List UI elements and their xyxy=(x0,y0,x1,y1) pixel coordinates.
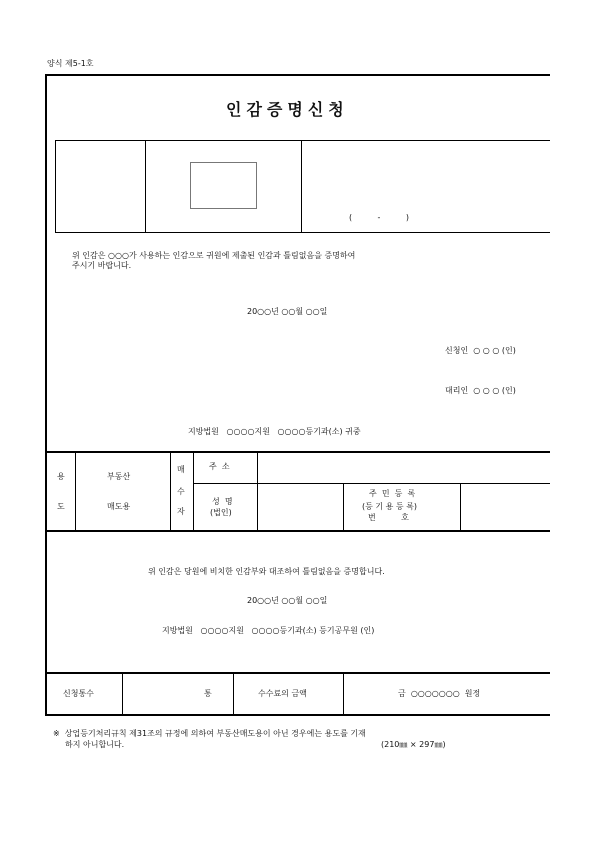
address-label: 주 소 xyxy=(209,462,230,471)
buyer-label-3: 자 xyxy=(177,507,185,516)
buyer-label-1: 매 xyxy=(177,465,185,474)
reg-label-3: 번 호 xyxy=(368,513,409,522)
seal-box-bottom xyxy=(55,232,550,233)
usage-label-1: 용 xyxy=(57,472,65,481)
seal-box-divider-1 xyxy=(145,140,146,232)
usage-col-4 xyxy=(257,452,258,530)
sale-use-label: 매도용 xyxy=(107,502,131,511)
reg-label-1: 주 민 등 록 xyxy=(369,489,416,498)
usage-col-3 xyxy=(193,452,194,530)
real-estate-label: 부동산 xyxy=(107,472,131,481)
name-corp-label: (법인) xyxy=(210,508,232,517)
reg-label-2: (등 기 용 등 록) xyxy=(362,502,418,511)
usage-col-5 xyxy=(343,484,344,530)
footnote-line-1: ※ 상업등기처리규칙 제31조의 규정에 의하여 부동산매도용이 아닌 경우에는 용도를 기재 xyxy=(53,729,366,738)
page-title: 인감증명신청 xyxy=(226,100,349,119)
form-frame xyxy=(45,74,550,716)
cert-text: 위 인감은 당원에 비치한 인감부와 대조하여 틀림없음을 증명합니다. xyxy=(148,567,385,576)
seal-box-left xyxy=(55,140,56,232)
cert-date: 20○○년 ○○월 ○○일 xyxy=(247,596,328,605)
usage-col-6 xyxy=(460,484,461,530)
form-number: 양식 제5-1호 xyxy=(47,59,94,68)
fee-row-top xyxy=(45,672,550,674)
usage-table-bottom xyxy=(45,530,550,532)
court-address-1: 지방법원 ○○○○지원 ○○○○등기과(소) 귀중 xyxy=(188,427,361,436)
court-address-2: 지방법원 ○○○○지원 ○○○○등기과(소) 등기공무원 (인) xyxy=(162,626,375,635)
name-label: 성 명 xyxy=(212,497,233,506)
agent-line: 대리인 ○ ○ ○ (인) xyxy=(445,386,516,395)
count-label: 신청통수 xyxy=(63,689,94,698)
usage-table-top xyxy=(45,451,550,453)
usage-table-mid xyxy=(193,483,550,484)
seal-period: ( - ) xyxy=(349,213,409,222)
usage-col-2 xyxy=(170,452,171,530)
request-text-line-2: 주시기 바랍니다. xyxy=(72,261,132,270)
seal-box-divider-2 xyxy=(301,140,302,232)
usage-col-1 xyxy=(75,452,76,530)
seal-image-frame xyxy=(190,162,257,209)
fee-label: 수수료의 금액 xyxy=(258,689,307,698)
count-unit: 통 xyxy=(204,689,212,698)
seal-box-top xyxy=(55,140,550,141)
fee-col-1 xyxy=(122,673,123,716)
request-date: 20○○년 ○○월 ○○일 xyxy=(247,307,328,316)
fee-col-2 xyxy=(233,673,234,716)
usage-label-2: 도 xyxy=(57,502,65,511)
fee-col-3 xyxy=(343,673,344,716)
fee-amount: 금 ○○○○○○○ 원정 xyxy=(398,689,481,698)
request-text-line-1: 위 인감은 ○○○가 사용하는 인감으로 귀원에 제출된 인감과 틀림없음을 증명하여 xyxy=(72,251,356,260)
applicant-line: 신청인 ○ ○ ○ (인) xyxy=(445,346,516,355)
buyer-label-2: 수 xyxy=(177,487,185,496)
paper-size: (210㎜ × 297㎜) xyxy=(381,740,446,749)
footnote-line-2: 하지 아니합니다. xyxy=(65,740,125,749)
